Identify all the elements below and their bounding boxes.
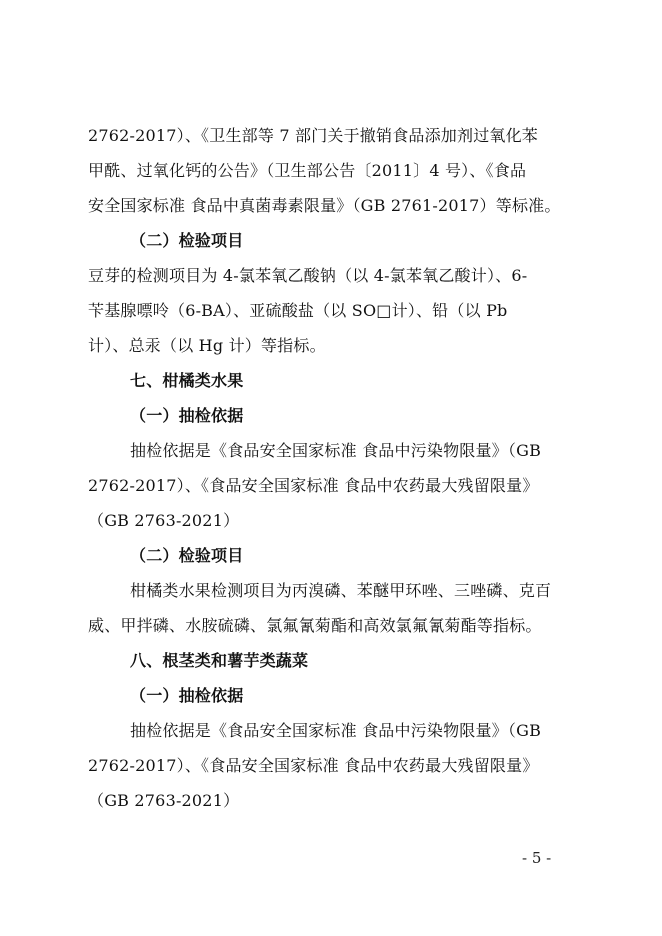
body-text-line: 抽检依据是《食品安全国家标准 食品中污染物限量》（GB <box>130 441 542 460</box>
body-text-line: （GB 2763-2021） <box>88 511 240 530</box>
body-text-line: 2762-2017）、《食品安全国家标准 食品中农药最大残留限量》 <box>88 756 539 775</box>
page-number: - 5 - <box>522 849 552 867</box>
subsection-heading-inspection-items: （二）检验项目 <box>130 231 244 250</box>
body-text-line: 安全国家标准 食品中真菌毒素限量》（GB 2761-2017）等标准。 <box>88 196 561 215</box>
document-body <box>88 118 580 818</box>
subsection-heading-inspection-items: （二）检验项目 <box>130 546 244 565</box>
body-text-line: 苄基腺嘌呤（6-BA）、亚硫酸盐（以 SO□计）、铅（以 Pb <box>88 301 508 320</box>
section-heading-citrus-fruits: 七、柑橘类水果 <box>130 371 244 390</box>
body-text-line: 甲酰、过氧化钙的公告》（卫生部公告〔2011〕4 号）、《食品 <box>88 161 527 180</box>
body-text-line: 2762-2017）、《食品安全国家标准 食品中农药最大残留限量》 <box>88 476 539 495</box>
body-text-line: 计）、总汞（以 Hg 计）等指标。 <box>88 336 326 355</box>
section-heading-root-tuber-vegetables: 八、根茎类和薯芋类蔬菜 <box>130 651 309 670</box>
body-text-line: 柑橘类水果检测项目为丙溴磷、苯醚甲环唑、三唑磷、克百 <box>130 581 552 600</box>
body-text-line: 2762-2017）、《卫生部等 7 部门关于撤销食品添加剂过氧化苯 <box>88 126 538 145</box>
subsection-heading-sampling-basis: （一）抽检依据 <box>130 686 244 705</box>
body-text-line: 威、甲拌磷、水胺硫磷、氯氟氰菊酯和高效氯氟氰菊酯等指标。 <box>88 616 542 635</box>
body-text-line: 抽检依据是《食品安全国家标准 食品中污染物限量》（GB <box>130 721 542 740</box>
body-text-line: 豆芽的检测项目为 4-氯苯氧乙酸钠（以 4-氯苯氧乙酸计）、6- <box>88 266 528 285</box>
body-text-line: （GB 2763-2021） <box>88 791 240 810</box>
subsection-heading-sampling-basis: （一）抽检依据 <box>130 406 244 425</box>
